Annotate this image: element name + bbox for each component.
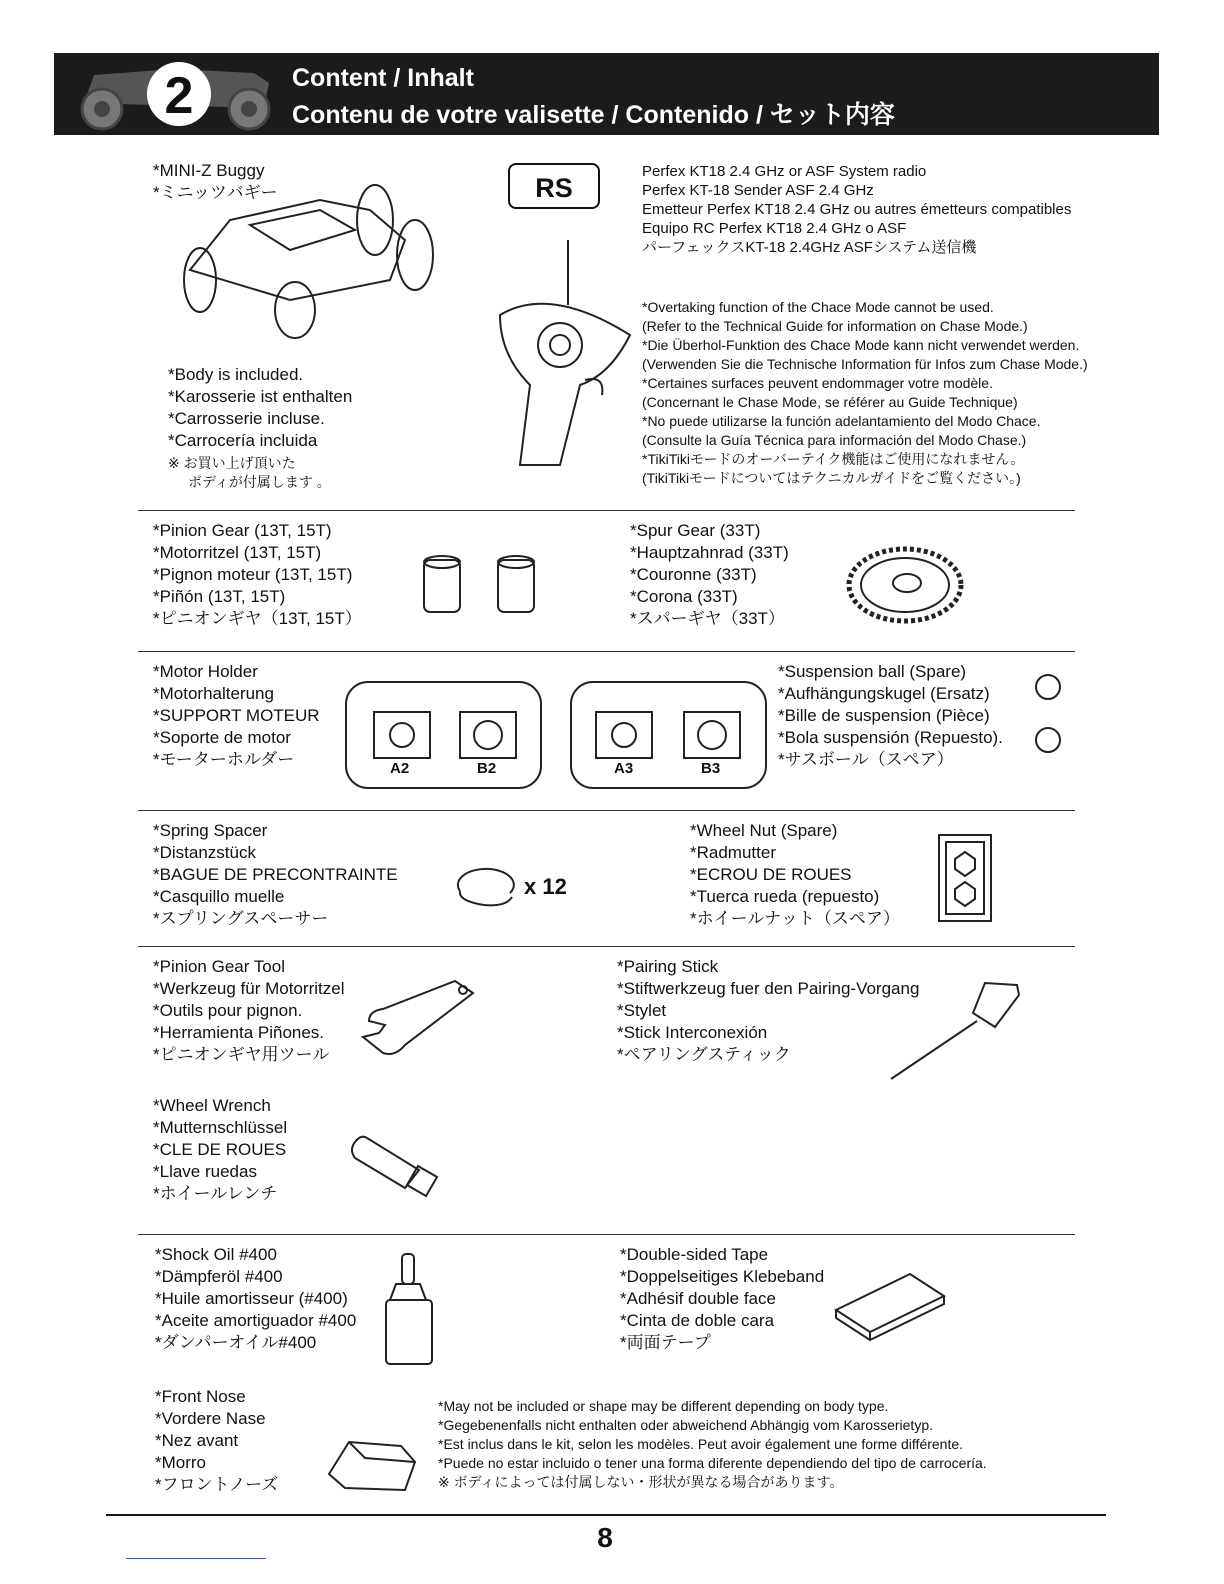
radio-note: *Overtaking function of the Chace Mode cannot be used. bbox=[642, 299, 994, 315]
suspension-ball-name: *サスボール（スペア） bbox=[778, 750, 954, 769]
wheel-nut-names bbox=[690, 820, 900, 930]
shock-oil-name: *Aceite amortiguador #400 bbox=[155, 1311, 357, 1330]
front-nose-note: ※ ボディによっては付属しない・形状が異なる場合があります。 bbox=[438, 1474, 844, 1490]
pinion-tool-illustration bbox=[355, 975, 480, 1060]
holder-label-a3: A3 bbox=[614, 760, 634, 777]
pinion-tool-name: *Herramienta Piñones. bbox=[153, 1023, 325, 1042]
suspension-ball-name: *Aufhängungskugel (Ersatz) bbox=[778, 684, 990, 703]
tape-name: *Cinta de doble cara bbox=[620, 1311, 775, 1330]
footer-divider bbox=[106, 1514, 1106, 1516]
pinion-tool-name: *ピニオンギヤ用ツール bbox=[153, 1045, 330, 1064]
step-number: 2 bbox=[164, 67, 194, 125]
pinion-tool-name: *Pinion Gear Tool bbox=[153, 957, 285, 976]
front-nose-name: *Morro bbox=[155, 1453, 207, 1472]
radio-name: Perfex KT18 2.4 GHz or ASF System radio bbox=[642, 163, 927, 180]
radio-note: *Certaines surfaces peuvent endommager votre modèle. bbox=[642, 375, 993, 391]
motor-holder-name: *モーターホルダー bbox=[153, 750, 295, 769]
buggy-body-note bbox=[168, 364, 352, 452]
divider bbox=[138, 651, 1075, 652]
divider bbox=[138, 810, 1075, 811]
radio-note: *Die Überhol-Funktion des Chace Mode kann nicht verwendet werden. bbox=[642, 337, 1080, 353]
radio-name: パーフェックスKT-18 2.4GHz ASFシステム送信機 bbox=[642, 239, 977, 256]
spring-spacer-illustration bbox=[450, 863, 520, 913]
pairing-stick-name: *Pairing Stick bbox=[617, 957, 719, 976]
divider bbox=[138, 1234, 1075, 1235]
divider bbox=[138, 946, 1075, 947]
radio-note: (Refer to the Technical Guide for information on Chase Mode.) bbox=[642, 318, 1028, 334]
body-note-line: *Karosserie ist enthalten bbox=[168, 387, 353, 406]
buggy-silhouette-icon bbox=[54, 53, 294, 135]
pairing-stick-name: *Stylet bbox=[617, 1001, 667, 1020]
pinion-gear-names bbox=[153, 520, 362, 630]
shock-oil-illustration bbox=[380, 1250, 438, 1368]
motor-holder-names bbox=[153, 661, 320, 771]
pinion-tool-name: *Werkzeug für Motorritzel bbox=[153, 979, 345, 998]
suspension-ball-name: *Suspension ball (Spare) bbox=[778, 662, 967, 681]
spur-name: *Corona (33T) bbox=[630, 587, 738, 606]
radio-note: (Verwenden Sie die Technische Information für Infos zum Chase Mode.) bbox=[642, 356, 1088, 372]
radio-note: *TikiTikiモードのオーバーテイク機能はご使用になれません。 bbox=[642, 451, 1025, 467]
buggy-name: *MINI-Z Buggy bbox=[153, 161, 265, 180]
wheel-wrench-name: *CLE DE ROUES bbox=[153, 1140, 287, 1159]
front-nose-name: *Nez avant bbox=[155, 1431, 239, 1450]
double-sided-tape-illustration bbox=[830, 1270, 950, 1345]
radio-note: *No puede utilizarse la función adelantamiento del Modo Chace. bbox=[642, 413, 1041, 429]
radio-name: Perfex KT-18 Sender ASF 2.4 GHz bbox=[642, 182, 874, 199]
motor-holder-name: *Motorhalterung bbox=[153, 684, 274, 703]
spur-name: *スパーギヤ（33T） bbox=[630, 609, 785, 628]
rs-badge: RS bbox=[508, 163, 600, 209]
front-nose-note: *Est inclus dans le kit, selon les modèles. Peut avoir également une forme différente. bbox=[438, 1436, 964, 1452]
suspension-ball-illustration bbox=[1033, 672, 1065, 756]
motor-holder-name: *Soporte de motor bbox=[153, 728, 291, 747]
wheel-wrench-names bbox=[153, 1095, 287, 1205]
front-nose-note: *Gegebenenfalls nicht enthalten oder abweichend Abhängig vom Karosserietyp. bbox=[438, 1417, 933, 1433]
wheel-nut-name: *Tuerca rueda (repuesto) bbox=[690, 887, 880, 906]
spur-gear-names bbox=[630, 520, 789, 630]
radio-names bbox=[642, 162, 1071, 257]
shock-oil-name: *Dämpferöl #400 bbox=[155, 1267, 283, 1286]
front-nose-note: *May not be included or shape may be different depending on body type. bbox=[438, 1398, 889, 1414]
spring-spacer-name: *Distanzstück bbox=[153, 843, 256, 862]
shock-oil-name: *ダンパーオイル#400 bbox=[155, 1333, 317, 1352]
shock-oil-name: *Huile amortisseur (#400) bbox=[155, 1289, 348, 1308]
buggy-body-note-jp bbox=[168, 454, 331, 492]
header-subtitle: Contenu de votre valisette / Contenido / セット内容 bbox=[292, 101, 895, 129]
front-nose-notes bbox=[438, 1397, 987, 1492]
radio-notes bbox=[642, 298, 1088, 488]
body-note-line: ※ お買い上げ頂いた bbox=[168, 455, 296, 471]
buggy-name: *ミニッツバギー bbox=[153, 183, 278, 202]
shock-oil-name: *Shock Oil #400 bbox=[155, 1245, 277, 1264]
tape-name: *Adhésif double face bbox=[620, 1289, 776, 1308]
holder-label-b2: B2 bbox=[477, 760, 497, 777]
spur-name: *Hauptzahnrad (33T) bbox=[630, 543, 789, 562]
pairing-stick-name: *ペアリングスティック bbox=[617, 1045, 791, 1064]
divider bbox=[138, 510, 1075, 511]
motor-holder-name: *Motor Holder bbox=[153, 662, 258, 681]
spur-name: *Couronne (33T) bbox=[630, 565, 757, 584]
wheel-wrench-name: *Mutternschlüssel bbox=[153, 1118, 288, 1137]
radio-note: (Concernant le Chase Mode, se référer au Guide Technique) bbox=[642, 394, 1018, 410]
spring-spacer-qty: x 12 bbox=[524, 874, 567, 899]
pinion-name: *Pignon moteur (13T, 15T) bbox=[153, 565, 353, 584]
wheel-nut-name: *Wheel Nut (Spare) bbox=[690, 821, 838, 840]
spur-gear-illustration bbox=[845, 545, 965, 625]
pairing-stick-name: *Stick Interconexión bbox=[617, 1023, 768, 1042]
wheel-nut-illustration bbox=[936, 832, 994, 924]
transmitter-illustration bbox=[490, 235, 640, 475]
header-title: Content / Inhalt bbox=[292, 64, 474, 92]
suspension-ball-name: *Bille de suspension (Pièce) bbox=[778, 706, 990, 725]
spring-spacer-names bbox=[153, 820, 398, 930]
pairing-stick-names bbox=[617, 956, 919, 1066]
pinion-name: *Motorritzel (13T, 15T) bbox=[153, 543, 322, 562]
wheel-nut-name: *Radmutter bbox=[690, 843, 776, 862]
body-note-line: *Carrosserie incluse. bbox=[168, 409, 325, 428]
suspension-ball-name: *Bola suspensión (Repuesto). bbox=[778, 728, 1003, 747]
tape-names bbox=[620, 1244, 824, 1354]
front-nose-note: *Puede no estar incluido o tener una forma diferente dependiendo del tipo de carrocería. bbox=[438, 1455, 987, 1471]
wheel-wrench-name: *ホイールレンチ bbox=[153, 1184, 278, 1203]
pinion-tool-name: *Outils pour pignon. bbox=[153, 1001, 303, 1020]
tape-name: *Doppelseitiges Klebeband bbox=[620, 1267, 825, 1286]
motor-holder-name: *SUPPORT MOTEUR bbox=[153, 706, 320, 725]
pinion-name: *Piñón (13T, 15T) bbox=[153, 587, 286, 606]
radio-note: (Consulte la Guía Técnica para información del Modo Chase.) bbox=[642, 432, 1027, 448]
suspension-ball-names bbox=[778, 661, 1003, 771]
spring-spacer-name: *スプリングスペーサー bbox=[153, 909, 329, 928]
pairing-stick-illustration bbox=[885, 975, 1025, 1085]
wheel-wrench-name: *Wheel Wrench bbox=[153, 1096, 271, 1115]
shock-oil-names bbox=[155, 1244, 356, 1354]
wheel-wrench-illustration bbox=[345, 1130, 440, 1198]
pinion-gear-illustration bbox=[418, 552, 548, 622]
spring-spacer-name: *Spring Spacer bbox=[153, 821, 268, 840]
pairing-stick-name: *Stiftwerkzeug fuer den Pairing-Vorgang bbox=[617, 979, 920, 998]
spur-name: *Spur Gear (33T) bbox=[630, 521, 761, 540]
buggy-illustration bbox=[170, 180, 445, 340]
pinion-name: *Pinion Gear (13T, 15T) bbox=[153, 521, 332, 540]
wheel-nut-name: *ECROU DE ROUES bbox=[690, 865, 852, 884]
body-note-line: ボディが付属します 。 bbox=[188, 474, 331, 490]
front-nose-name: *Front Nose bbox=[155, 1387, 246, 1406]
holder-label-a2: A2 bbox=[390, 760, 410, 777]
radio-note: (TikiTikiモードについてはテクニカルガイドをご覧ください。) bbox=[642, 470, 1021, 486]
spring-spacer-name: *Casquillo muelle bbox=[153, 887, 285, 906]
pinion-tool-names bbox=[153, 956, 344, 1066]
radio-name: Equipo RC Perfex KT18 2.4 GHz o ASF bbox=[642, 220, 907, 237]
front-nose-illustration bbox=[325, 1432, 420, 1497]
front-nose-name: *フロントノーズ bbox=[155, 1475, 279, 1494]
tape-name: *Double-sided Tape bbox=[620, 1245, 769, 1264]
radio-name: Emetteur Perfex KT18 2.4 GHz ou autres émetteurs compatibles bbox=[642, 201, 1072, 218]
wheel-nut-name: *ホイールナット（スペア） bbox=[690, 909, 900, 928]
wheel-wrench-name: *Llave ruedas bbox=[153, 1162, 257, 1181]
body-note-line: *Carrocería incluida bbox=[168, 431, 318, 450]
spring-spacer-name: *BAGUE DE PRECONTRAINTE bbox=[153, 865, 398, 884]
holder-label-b3: B3 bbox=[701, 760, 721, 777]
tape-name: *両面テープ bbox=[620, 1333, 711, 1352]
footer-link-underline bbox=[126, 1558, 266, 1559]
page-number: 8 bbox=[597, 1522, 613, 1553]
front-nose-name: *Vordere Nase bbox=[155, 1409, 266, 1428]
pinion-name: *ピニオンギヤ（13T, 15T） bbox=[153, 609, 362, 628]
body-note-line: *Body is included. bbox=[168, 365, 304, 384]
front-nose-names bbox=[155, 1386, 278, 1496]
